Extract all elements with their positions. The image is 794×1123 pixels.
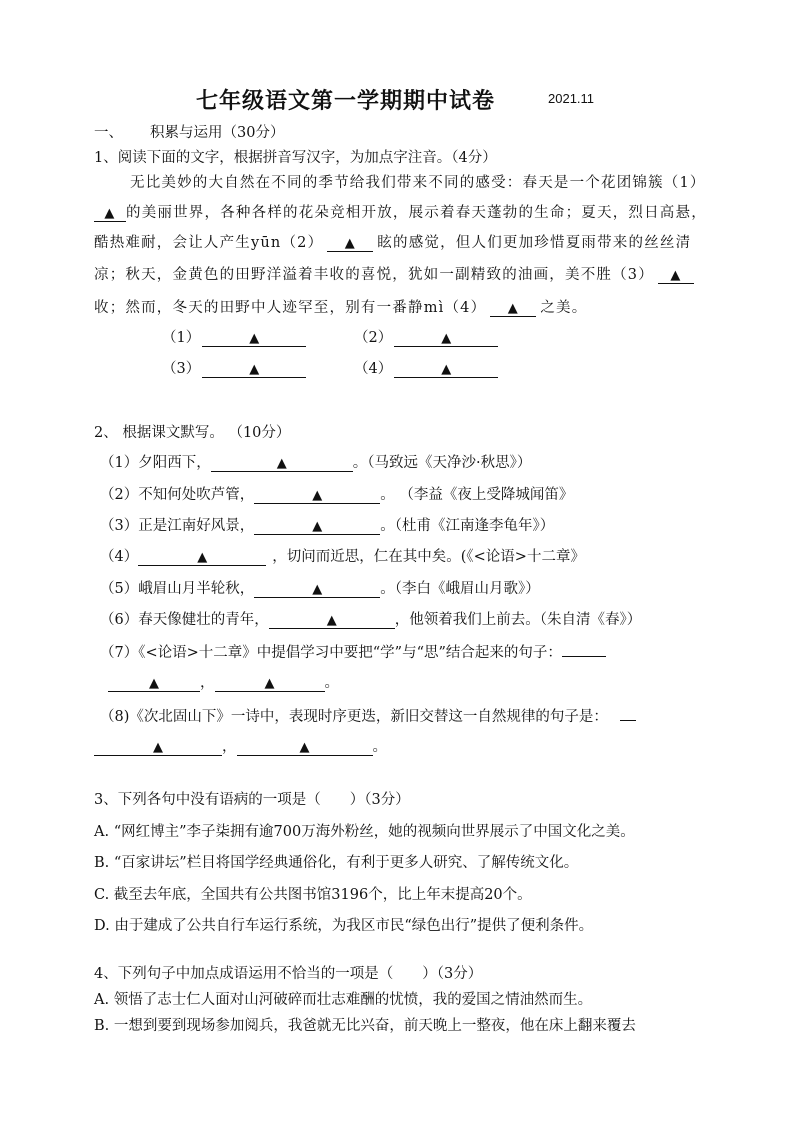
q1-passage-line-1: 无比美妙的大自然在不同的季节给我们带来不同的感受：春天是一个花团锦簇（1） (130, 175, 706, 191)
q2-item-7-blank-2[interactable]: ▲ (215, 675, 325, 692)
exam-date: 2021.11 (548, 91, 595, 106)
q2-item-6-blank[interactable]: ▲ (269, 612, 395, 629)
q2-item-8-blank-1[interactable]: ▲ (94, 739, 222, 756)
q2-item-7: （7）《<论语>十二章》中提倡学习中要把“学”与“思”结合起来的句子： (100, 640, 606, 662)
q2-item-2: （2）不知何处吹芦管， ▲ 。 （李益《夜上受降城闻笛》 (100, 487, 574, 503)
q1-passage-line-2: ▲ 的美丽世界，各种各样的花朵竞相开放，展示着春天蓬勃的生命；夏天，烈日高悬， (94, 201, 707, 222)
q1-blank-3[interactable]: ▲ (658, 267, 694, 284)
exam-title: 七年级语文第一学期期中试卷 (196, 88, 496, 114)
q3-option-b[interactable]: B. “百家讲坛”栏目将国学经典通俗化，有利于更多人研究、了解传统文化。 (94, 855, 579, 871)
q4-prompt: 4、下列句子中加点成语运用不恰当的一项是（ ）（3分） (94, 966, 483, 982)
q2-item-3-blank[interactable]: ▲ (254, 518, 380, 535)
q3-prompt: 3、下列各句中没有语病的一项是（ ）（3分） (94, 792, 410, 808)
q2-item-5: （5）峨眉山月半轮秋， ▲ 。（李白《峨眉山月歌》） (100, 581, 540, 597)
q2-item-8-blank-start[interactable] (620, 704, 636, 721)
q1-blank-2[interactable]: ▲ (327, 235, 373, 252)
q2-item-1-blank[interactable]: ▲ (211, 455, 353, 472)
q1-passage-line-4: 凉；秋天，金黄色的田野洋溢着丰收的喜悦，犹如一副精致的油画，美不胜（3） ▲ (94, 263, 694, 284)
q4-option-a[interactable]: A. 领悟了志士仁人面对山河破碎而壮志难酬的忧愤，我的爱国之情油然而生。 (94, 992, 593, 1008)
q1-answer-2-field[interactable]: ▲ (394, 330, 498, 347)
q3-option-a[interactable]: A. “网红博主”李子柒拥有逾700万海外粉丝，她的视频向世界展示了中国文化之美。 (94, 824, 635, 840)
q1-blank-1[interactable]: ▲ (94, 205, 126, 222)
q1-blank-4[interactable]: ▲ (490, 300, 536, 317)
q4-option-b[interactable]: B. 一想到要到现场参加阅兵，我爸就无比兴奋，前天晚上一整夜，他在床上翻来覆去 (94, 1018, 636, 1034)
q1-answer-4: （4） ▲ (354, 357, 498, 378)
q1-answer-1-field[interactable]: ▲ (202, 330, 306, 347)
q2-item-5-blank[interactable]: ▲ (254, 581, 380, 598)
q2-item-7-continued: ▲ ， ▲ 。 (108, 671, 339, 692)
q1-answer-3: （3） ▲ (162, 357, 306, 378)
section-number: 一、 (94, 125, 123, 141)
q2-prompt: 2、 根据课文默写。 （10分） (94, 425, 291, 441)
q2-item-1: （1）夕阳西下， ▲ 。（马致远《天净沙·秋思》） (100, 455, 532, 471)
q3-option-c[interactable]: C. 截至去年底，全国共有公共图书馆3196个，比上年末提高20个。 (94, 887, 532, 903)
q1-answer-2: （2） ▲ (354, 326, 498, 347)
q1-passage-line-3: 酷热难耐，会让人产生yūn（2） ▲ 眩的感觉，但人们更加珍惜夏雨带来的丝丝清 (94, 235, 692, 251)
q2-item-4-blank[interactable]: ▲ (138, 549, 266, 566)
q2-item-2-blank[interactable]: ▲ (254, 487, 380, 504)
q2-item-7-blank-1[interactable]: ▲ (108, 675, 200, 692)
q2-item-8-continued: ▲ ， ▲ 。 (94, 735, 387, 756)
section-title: 积累与运用（30分） (150, 125, 285, 141)
q2-item-8-blank-2[interactable]: ▲ (237, 739, 373, 756)
q2-item-3: （3）正是江南好风景， ▲ 。（杜甫《江南逢李龟年》） (100, 518, 555, 534)
q2-item-7-blank-start[interactable] (562, 640, 606, 657)
q2-item-6: （6）春天像健壮的青年， ▲ ，他领着我们上前去。（朱自清《春》） (100, 612, 642, 628)
q1-answer-1: （1） ▲ (162, 326, 306, 347)
q1-answer-3-field[interactable]: ▲ (202, 361, 306, 378)
q1-passage-line-5: 收；然而，冬天的田野中人迹罕至，别有一番静mì（4） ▲ 之美。 (94, 300, 588, 316)
q1-prompt: 1、阅读下面的文字，根据拼音写汉字，为加点字注音。（4分） (94, 150, 497, 166)
q2-item-8: （8)《次北固山下》一诗中，表现时序更迭，新旧交替这一自然规律的句子是： (100, 704, 636, 726)
q2-item-4: （4） ▲ ，切问而近思，仁在其中矣。(《<论语>十二章》 (100, 549, 585, 565)
q3-option-d[interactable]: D. 由于建成了公共自行车运行系统，为我区市民“绿色出行”提供了便利条件。 (94, 918, 594, 934)
q1-answer-4-field[interactable]: ▲ (394, 361, 498, 378)
